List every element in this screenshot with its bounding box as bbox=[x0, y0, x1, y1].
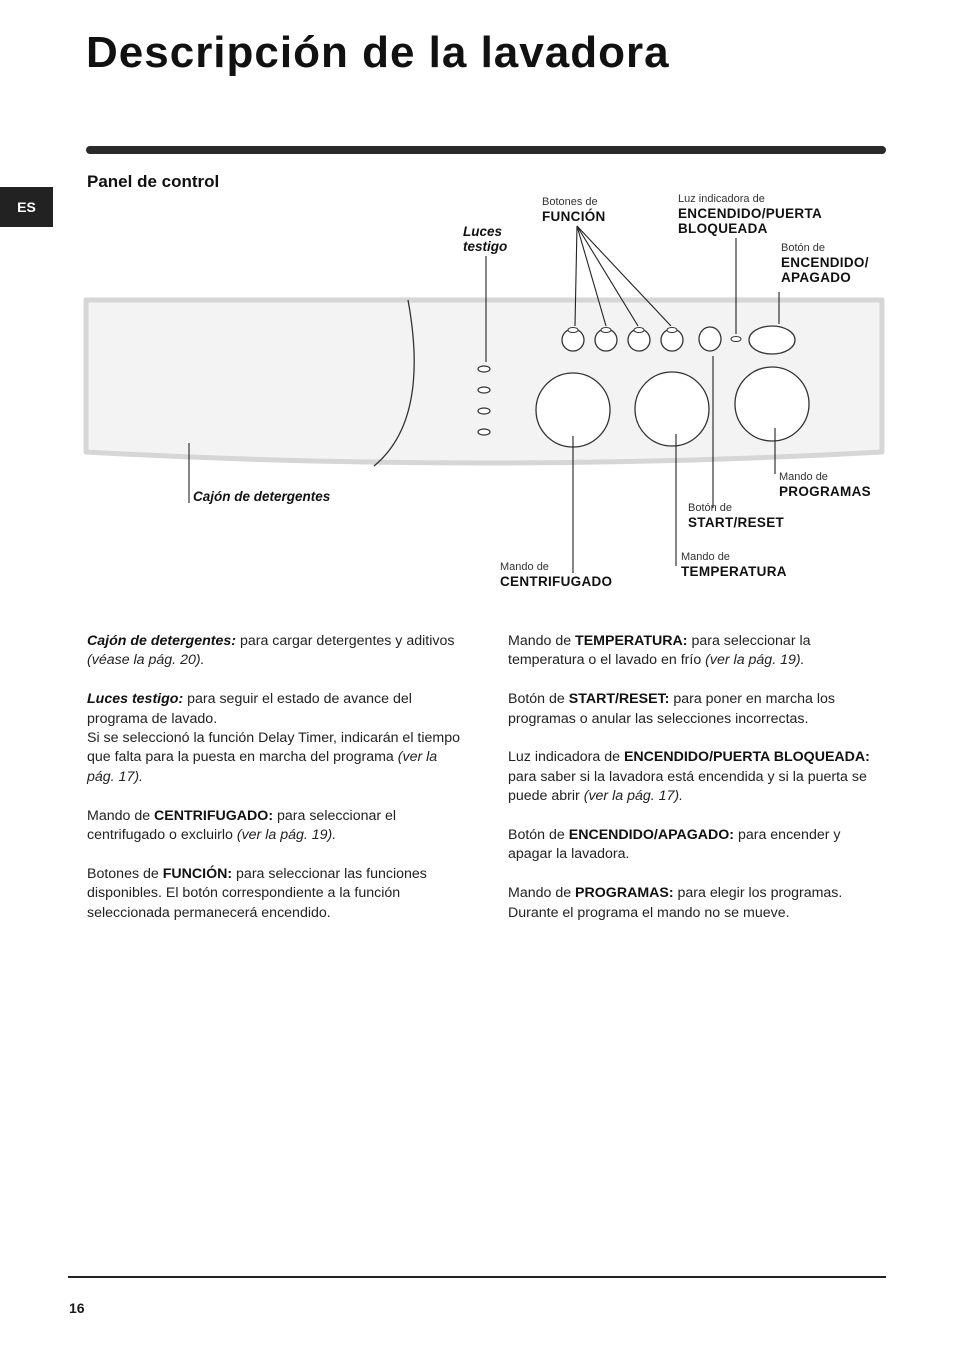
start-reset-button bbox=[699, 327, 721, 351]
desc-centrifugado: Mando de CENTRIFUGADO: para seleccionar el centrifugado o excluirlo (ver la pág. 19). bbox=[87, 807, 397, 844]
desc-programas: Mando de PROGRAMAS: para elegir los programas. Durante el programa el mando no se mueve. bbox=[508, 885, 843, 921]
desc-encendido-apagado: Botón de ENCENDIDO/APAGADO: para encender y apagar la lavadora. bbox=[508, 827, 841, 863]
indicator-light bbox=[478, 366, 490, 372]
page-title: Descripción de la lavadora bbox=[86, 28, 670, 77]
indicator-light bbox=[478, 408, 490, 414]
label-start-reset: Botón de START/RESET bbox=[688, 502, 785, 530]
description-right-column bbox=[508, 632, 884, 942]
desc-temperatura: Mando de TEMPERATURA: para seleccionar la temperatura o el lavado en frío (ver la pág. 19). bbox=[508, 633, 811, 669]
desc-cajon: Cajón de detergentes: para cargar detergentes y aditivos (véase la pág. 20). bbox=[87, 633, 455, 669]
language-tab: ES bbox=[0, 187, 53, 227]
door-lock-indicator bbox=[731, 337, 741, 342]
label-door-lock-light: Luz indicadora de ENCENDIDO/PUERTA BLOQUEADA bbox=[678, 193, 823, 236]
label-detergent-drawer: Cajón de detergentes bbox=[193, 489, 331, 504]
page-number: 16 bbox=[69, 1300, 85, 1316]
label-function-buttons: Botones de FUNCIÓN bbox=[542, 196, 606, 224]
footer-divider bbox=[68, 1276, 886, 1278]
desc-start-reset: Botón de START/RESET: para poner en marcha los programas o anular las selecciones incorrectas. bbox=[508, 691, 836, 727]
label-temperature-knob: Mando de TEMPERATURA bbox=[681, 551, 787, 579]
section-title: Panel de control bbox=[87, 172, 220, 191]
control-panel-diagram bbox=[0, 0, 954, 620]
spin-knob bbox=[536, 373, 610, 447]
temperature-knob bbox=[635, 372, 709, 446]
indicator-light bbox=[478, 387, 490, 393]
label-program-knob: Mando de PROGRAMAS bbox=[779, 471, 871, 499]
desc-encendido-puerta: Luz indicadora de ENCENDIDO/PUERTA BLOQUEADA: para saber si la lavadora está encendida y si la puerta se puede abrir (ver la pág. 17). bbox=[508, 749, 870, 805]
description-left-column bbox=[87, 632, 463, 942]
label-on-off-button: Botón de ENCENDIDO/ APAGADO bbox=[781, 242, 869, 285]
label-spin-knob: Mando de CENTRIFUGADO bbox=[500, 561, 613, 589]
indicator-light bbox=[478, 429, 490, 435]
desc-funcion: Botones de FUNCIÓN: para seleccionar las funciones disponibles. El botón correspondiente a la función seleccionada permanecerá encendido. bbox=[87, 865, 427, 921]
label-luces-testigo: Luces testigo bbox=[463, 224, 508, 254]
desc-luces: Luces testigo: para seguir el estado de avance del programa de lavado. Si se seleccionó la función Delay Timer, indicarán el tiempo que falta para la puesta en marcha del programa (ver la pág. 17). bbox=[87, 691, 461, 785]
on-off-button bbox=[749, 326, 795, 354]
program-knob bbox=[735, 367, 809, 441]
